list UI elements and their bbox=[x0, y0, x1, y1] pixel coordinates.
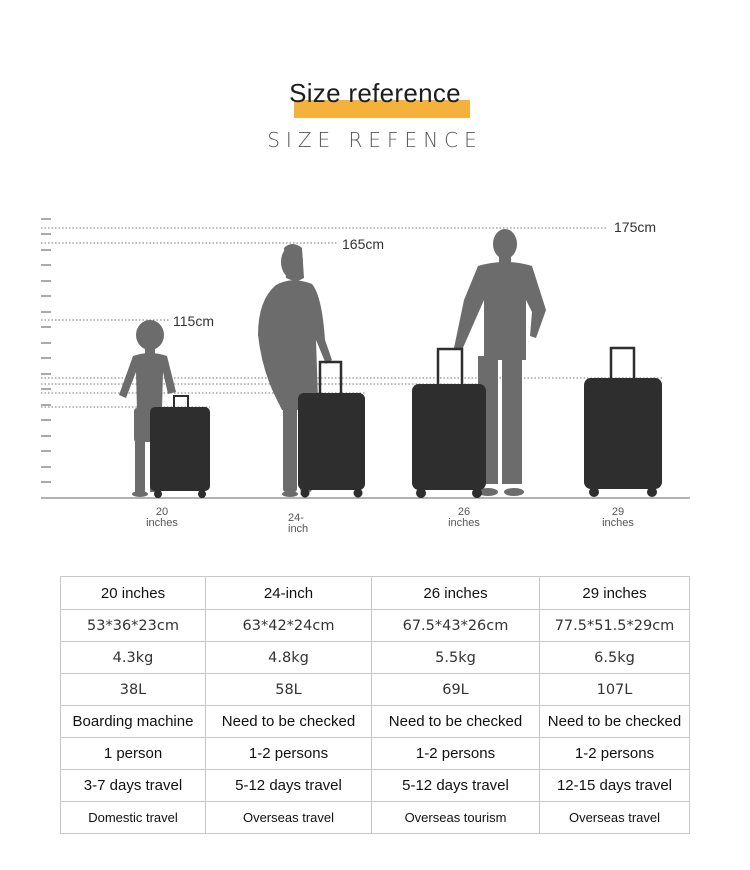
table-row-persons bbox=[61, 738, 690, 770]
table-header-cell: 20 inches bbox=[61, 577, 206, 610]
table-row-weight bbox=[61, 642, 690, 674]
table-cell: 4.3kg bbox=[61, 642, 206, 674]
table-row-dimensions bbox=[61, 610, 690, 642]
table-cell: 1-2 persons bbox=[372, 738, 540, 770]
size-label-29: 29 inches bbox=[602, 506, 634, 529]
table-cell: Need to be checked bbox=[540, 706, 690, 738]
height-label-child: 115cm bbox=[173, 313, 214, 329]
table-row-check-in bbox=[61, 706, 690, 738]
luggage-20-inch bbox=[150, 396, 210, 498]
table-header-cell: 26 inches bbox=[372, 577, 540, 610]
table-row-volume bbox=[61, 674, 690, 706]
table-cell: 12-15 days travel bbox=[540, 770, 690, 802]
table-cell: Overseas travel bbox=[540, 802, 690, 834]
table-cell: Need to be checked bbox=[206, 706, 372, 738]
table-cell: 67.5*43*26cm bbox=[372, 610, 540, 642]
height-scale bbox=[41, 219, 51, 482]
table-cell: 58L bbox=[206, 674, 372, 706]
table-cell: 53*36*23cm bbox=[61, 610, 206, 642]
height-label-woman: 165cm bbox=[342, 236, 385, 252]
table-cell: 77.5*51.5*29cm bbox=[540, 610, 690, 642]
table-cell: 5-12 days travel bbox=[372, 770, 540, 802]
table-cell: 107L bbox=[540, 674, 690, 706]
size-specification-table bbox=[60, 576, 690, 834]
table-cell: 63*42*24cm bbox=[206, 610, 372, 642]
height-guides bbox=[41, 228, 662, 407]
table-cell: 1-2 persons bbox=[540, 738, 690, 770]
luggage-26-inch bbox=[412, 349, 486, 498]
height-label-man: 175cm bbox=[614, 219, 657, 235]
table-cell: 5.5kg bbox=[372, 642, 540, 674]
table-cell: Boarding machine bbox=[61, 706, 206, 738]
page-title: Size reference bbox=[289, 78, 461, 108]
size-label-20: 20 inches bbox=[146, 506, 178, 529]
table-cell: Domestic travel bbox=[61, 802, 206, 834]
size-label-24: 24- inch bbox=[288, 512, 309, 535]
luggage-29-inch bbox=[584, 348, 662, 497]
table-header-cell: 24-inch bbox=[206, 577, 372, 610]
table-header-cell: 29 inches bbox=[540, 577, 690, 610]
table-cell: 69L bbox=[372, 674, 540, 706]
table-cell: 1 person bbox=[61, 738, 206, 770]
table-cell: 3-7 days travel bbox=[61, 770, 206, 802]
table-cell: 6.5kg bbox=[540, 642, 690, 674]
page-subtitle: SIZE REFENCE bbox=[267, 128, 483, 152]
table-cell: Need to be checked bbox=[372, 706, 540, 738]
table-cell: Overseas travel bbox=[206, 802, 372, 834]
table-cell: 38L bbox=[61, 674, 206, 706]
table-row-trip-length bbox=[61, 770, 690, 802]
table-row-travel-type bbox=[61, 802, 690, 834]
table-cell: 1-2 persons bbox=[206, 738, 372, 770]
table-cell: Overseas tourism bbox=[372, 802, 540, 834]
table-cell: 4.8kg bbox=[206, 642, 372, 674]
table-header-row bbox=[61, 577, 690, 610]
table-cell: 5-12 days travel bbox=[206, 770, 372, 802]
size-label-26: 26 inches bbox=[448, 506, 480, 529]
